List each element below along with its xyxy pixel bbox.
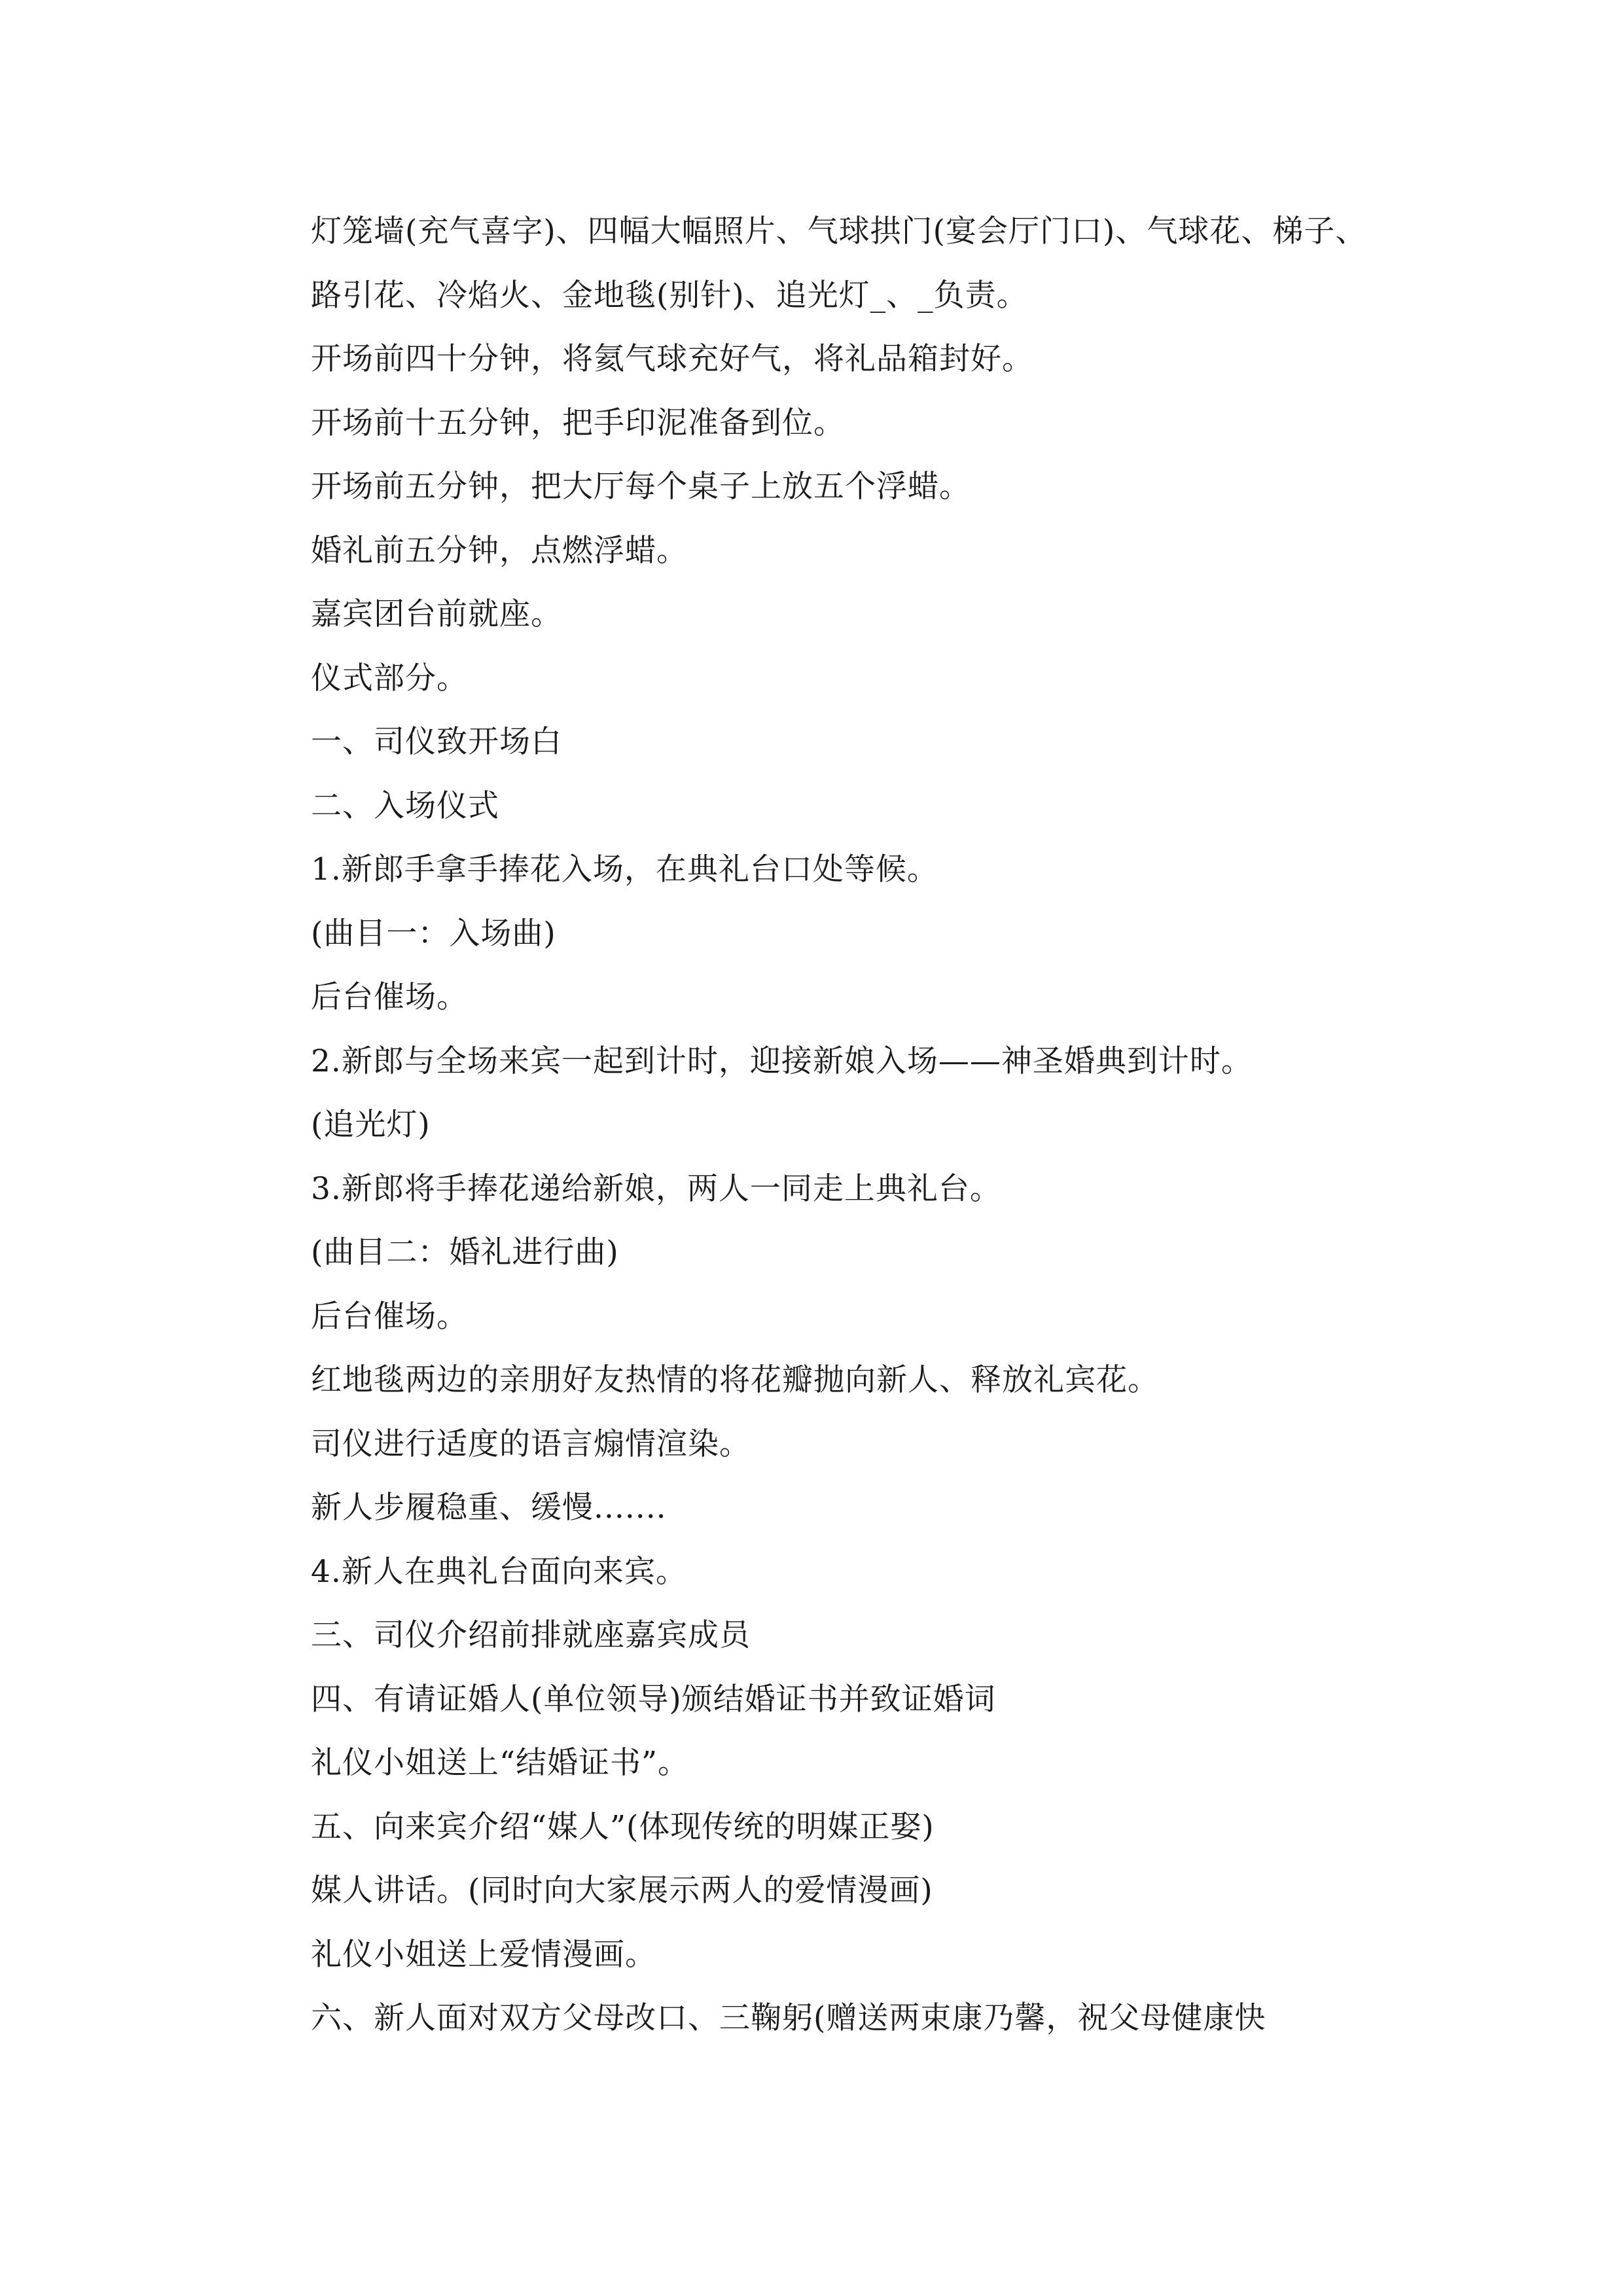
paragraph: (曲目二：婚礼进行曲) [311,1234,619,1270]
paragraph: 3.新郎将手捧花递给新娘，两人一同走上典礼台。 [311,1170,1001,1207]
document-body [245,200,1384,2051]
paragraph: 开场前十五分钟，把手印泥准备到位。 [311,404,845,441]
paragraph: 灯笼墙(充气喜字)、四幅大幅照片、气球拱门(宴会厅门口)、气球花、梯子、路引花、冷焰火、金地毯(别针)、追光灯_、_负责。 [311,213,1367,314]
paragraph: 开场前五分钟，把大厅每个桌子上放五个浮蜡。 [311,469,971,505]
section-heading: 五、向来宾介绍“媒人”(体现传统的明媒正娶) [311,1808,935,1845]
paragraph: (曲目一：入场曲) [311,915,556,952]
paragraph: 媒人讲话。(同时向大家展示两人的爱情漫画) [311,1873,933,1909]
paragraph: 后台催场。 [311,979,468,1015]
paragraph: 红地毯两边的亲朋好友热情的将花瓣抛向新人、释放礼宾花。 [311,1362,1159,1398]
paragraph: 2.新郎与全场来宾一起到计时，迎接新娘入场——神圣婚典到计时。 [311,1043,1253,1079]
section-heading: 三、司仪介绍前排就座嘉宾成员 [311,1617,751,1653]
paragraph: 仪式部分。 [311,660,468,696]
paragraph: 礼仪小姐送上爱情漫画。 [311,1936,656,1973]
section-heading: 一、司仪致开场白 [311,724,562,760]
section-heading: 六、新人面对双方父母改口、三鞠躬(赠送两束康乃馨，祝父母健康快 [311,2000,1266,2036]
section-heading: 二、入场仪式 [311,787,499,824]
paragraph: 司仪进行适度的语言煽情渲染。 [311,1426,751,1462]
paragraph: 后台催场。 [311,1298,468,1335]
paragraph: 婚礼前五分钟，点燃浮蜡。 [311,532,688,569]
section-heading: 四、有请证婚人(单位领导)颁结婚证书并致证婚词 [311,1681,996,1717]
paragraph: 嘉宾团台前就座。 [311,596,562,632]
paragraph: 开场前四十分钟，将氦气球充好气，将礼品箱封好。 [311,341,1033,377]
paragraph: 新人步履稳重、缓慢....... [311,1490,667,1526]
paragraph: 4.新人在典礼台面向来宾。 [311,1553,687,1590]
paragraph: (追光灯) [311,1107,431,1143]
paragraph: 礼仪小姐送上“结婚证书”。 [311,1745,690,1781]
paragraph: 1.新郎手拿手捧花入场，在典礼台口处等候。 [311,852,938,888]
